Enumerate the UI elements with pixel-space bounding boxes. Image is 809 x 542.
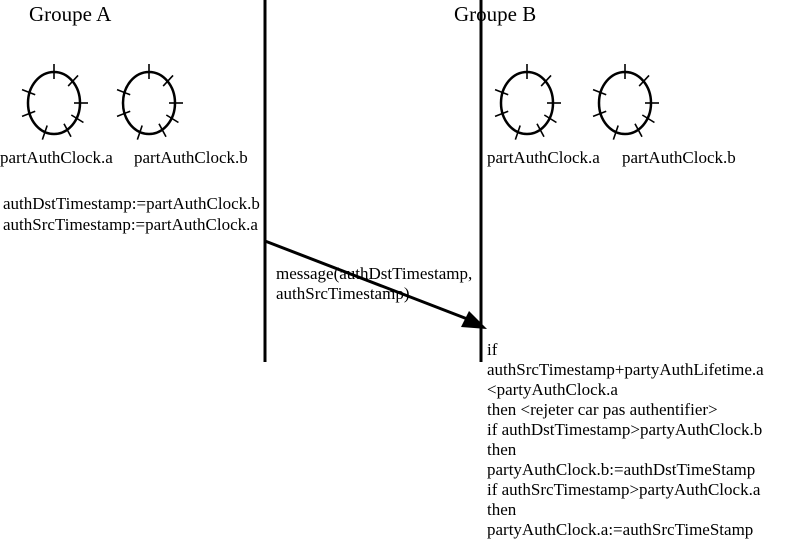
group-a-clock-b-icon xyxy=(117,64,183,140)
message-arrowhead xyxy=(461,311,487,329)
receiver-logic-line: then xyxy=(487,440,517,459)
receiver-logic-line: if authDstTimestamp>partyAuthClock.b xyxy=(487,420,763,439)
group-a-clock-a-icon xyxy=(22,64,88,140)
group-a-title: Groupe A xyxy=(29,2,112,26)
receiver-logic-line: if authSrcTimestamp>partyAuthClock.a xyxy=(487,480,761,499)
group-b-clock-a-icon xyxy=(495,64,561,140)
receiver-logic-line: <partyAuthClock.a xyxy=(487,380,618,399)
receiver-logic-line: partyAuthClock.b:=authDstTimeStamp xyxy=(487,460,756,479)
group-a-clock-b-label: partAuthClock.b xyxy=(134,148,248,167)
group-b-clock-b-icon xyxy=(593,64,659,140)
receiver-logic-line: if xyxy=(487,340,498,359)
group-b-title: Groupe B xyxy=(454,2,537,26)
group-b-clock-b-label: partAuthClock.b xyxy=(622,148,736,167)
assignment-src: authSrcTimestamp:=partAuthClock.a xyxy=(3,215,258,234)
receiver-logic-line: then xyxy=(487,500,517,519)
receiver-logic xyxy=(487,340,764,540)
group-b-clock-a-label: partAuthClock.a xyxy=(487,148,600,167)
receiver-logic-line: then <rejeter car pas authentifier> xyxy=(487,400,718,419)
receiver-logic-line: partyAuthClock.a:=authSrcTimeStamp xyxy=(487,520,754,539)
message-label-line1: message(authDstTimestamp, xyxy=(276,264,473,283)
group-a-clock-a-label: partAuthClock.a xyxy=(0,148,113,167)
message-label-line2: authSrcTimestamp) xyxy=(276,284,410,303)
receiver-logic-line: authSrcTimestamp+partyAuthLifetime.a xyxy=(487,360,764,379)
assignment-dst: authDstTimestamp:=partAuthClock.b xyxy=(3,194,260,213)
